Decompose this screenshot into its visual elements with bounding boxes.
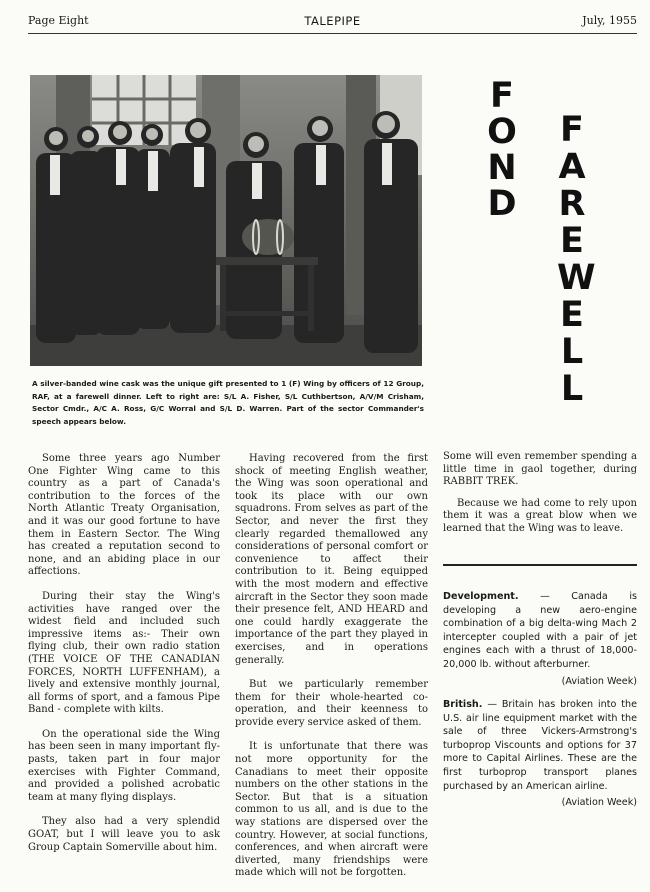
article-paragraph: Some will even remember spending a little time in gaol together, during RABBIT TREK. [443,451,637,488]
news-item-british [443,698,637,810]
article-paragraph: During their stay the Wing's activities have ranged over the widest field and included such impressive items as:- Their own flying club, their own radio station (THE VOICE OF THE CANADIAN FORCES, NORTH LUFFENHAM), a lively and extensive monthly journal, all forms of sport, and a famous Pipe Band - complete with kilts. [28,590,220,716]
article-paragraph: It is unfortunate that there was not more opportunity for the Canadians to meet their opposite numbers on the other stations in the Sector. But that is a situation common to us all, and is due to the way stations are dispersed over the country. However, at social functions, conferences, and when aircraft were diverted, many friendships were made which will not be forgotten. [235,741,428,879]
headline-letter: F [560,110,584,150]
news-source: (Aviation Week) [561,797,637,809]
page-header [28,14,637,32]
article-paragraph: Because we had come to rely upon them it was a great blow when we learned that the Wing was to leave. [443,497,637,534]
article-column-3 [443,451,637,545]
news-heading: Development. [443,591,519,602]
farewell-photo-image [30,75,422,366]
headline-letter: N [487,148,517,188]
headline-letter: A [558,147,586,187]
news-text: — Canada is developing a new aero-engine combination of a big delta-wing Mach 2 intercepter coupled with a pair of jet engines each with a thrust of 18,000-20,000 lb. without afterburner. [443,591,637,670]
article-paragraph: They also had a very splendid GOAT, but I will leave you to ask Group Captain Somerville about him. [28,816,220,853]
article-paragraph: Some three years ago Number One Fighter Wing came to this country as a part of Canada's contribution to the forces of the North Atlantic Treaty Organisation, and it was our good fortune to have them in Eastern Sector. The Wing has created a reputation second to none, and an abiding place in our affections. [28,453,220,578]
news-source: (Aviation Week) [561,675,637,687]
headline-letter: E [560,295,584,335]
photo-caption: A silver-banded wine cask was the unique gift presented to 1 (F) Wing by officers of 12 Group, RAF, at a farewell dinner. Left to right are: S/L A. Fisher, S/L Cuthbertson, A/V/M Crisham, Sector Cmdr., A/C A. Ross, G/C Worral and S/L D. Warren. Part of the sector Commander's speech appears below. [32,379,424,426]
headline-letter: W [557,258,596,298]
headline-letter: O [487,112,517,152]
headline-letter: E [560,221,584,261]
news-item-development [443,590,637,688]
headline-letter: F [490,76,514,116]
headline-letter: R [558,184,586,224]
news-heading: British. [443,699,483,710]
article-column-1 [28,453,220,866]
article-paragraph: On the operational side the Wing has been seen in many important fly-pasts, taken part in four major exercises with Fighter Command, and provided a polished acrobatic team at many flying displays. [28,728,220,803]
publication-title: TALEPIPE [304,14,361,28]
article-column-2 [235,453,428,892]
news-text: — Britain has broken into the U.S. air line equipment market with the sale of three Vickers-Armstrong's turboprop Viscounts and options for 37 more to Capital Airlines. These are the first turboprop transport planes purchased by an American airline. [443,699,637,792]
headline-letter: L [560,332,584,372]
issue-date: July, 1955 [582,14,637,27]
headline-word-farewell [557,110,596,415]
farewell-photo [30,75,422,366]
news-divider [443,564,637,566]
header-rule [28,33,637,34]
article-paragraph: But we particularly remember them for their whole-hearted co-operation, and their keenness to provide every service asked of them. [235,679,428,728]
page-number: Page Eight [28,14,89,27]
headline-letter: L [560,369,584,409]
headline-letter: D [487,184,517,224]
headline-word-fond [487,76,517,226]
article-paragraph: Having recovered from the first shock of meeting English weather, the Wing was soon operational and took its place with our own squadrons. From selves as part of the Sector, and never the first they clearly regarded themallowed any considerations of personal comfort or convenience to affect their contribution to it. Being equipped with the most modern and effective aircraft in the Sector they soon made their presence felt, AND HEARD and one could hardly exaggerate the importance of the part they played in exercises, and in operations generally. [235,453,428,666]
